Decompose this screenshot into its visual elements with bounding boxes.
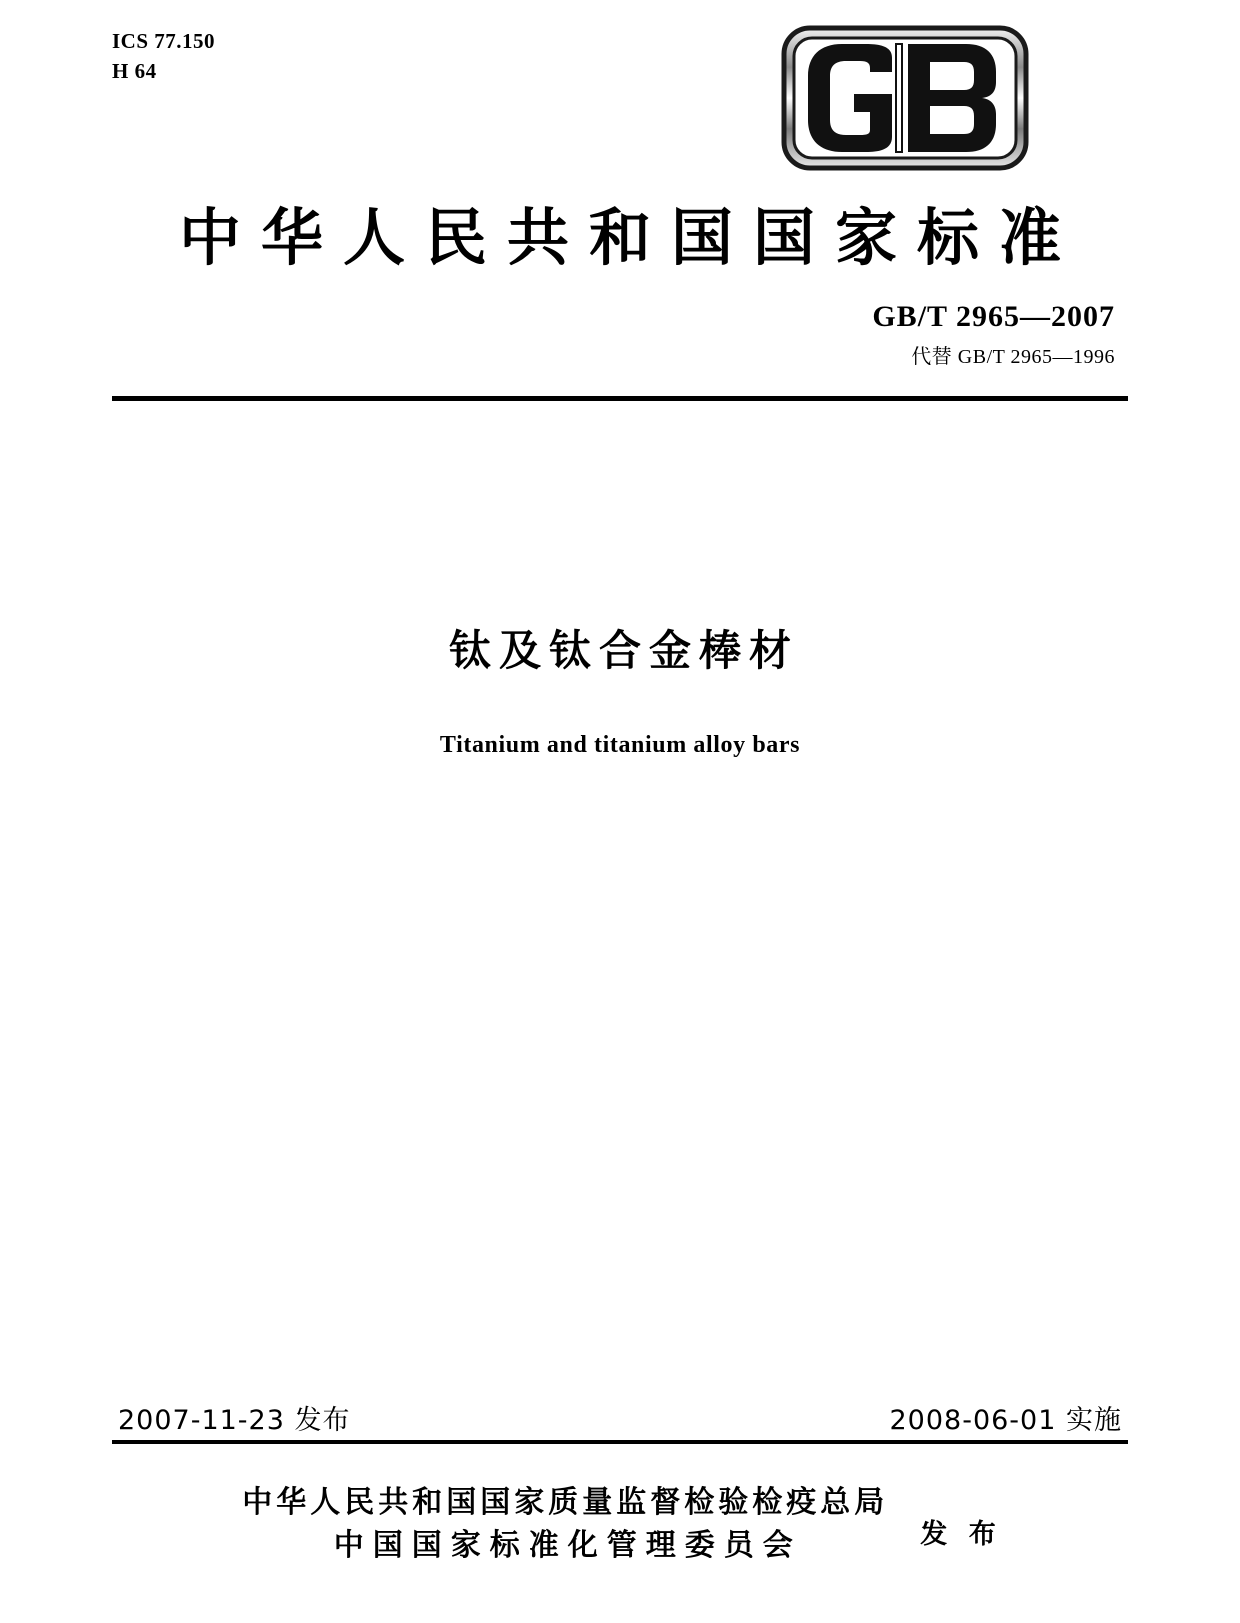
national-standard-title: 中华人民共和国国家标准	[178, 201, 1081, 274]
standard-replaces: 代替 GB/T 2965—1996	[911, 346, 1115, 368]
standard-number: GB/T 2965—2007	[872, 300, 1115, 333]
document-title-chinese: 钛及钛合金棒材	[448, 626, 799, 675]
ics-code: ICS 77.150	[112, 29, 216, 53]
gb-emblem-icon	[780, 24, 1030, 172]
publisher-line-1: 中华人民共和国国家质量监督检验检疫总局	[242, 1485, 889, 1520]
publish-verb: 发 布	[920, 1519, 1002, 1551]
footer-divider	[112, 1440, 1128, 1444]
document-title-english: Titanium and titanium alloy bars	[439, 732, 801, 758]
publisher-names	[238, 1482, 888, 1567]
standard-number-block	[872, 300, 1115, 369]
publisher-line-2: 中国国家标准化管理委员会	[333, 1527, 802, 1563]
classification-codes	[112, 26, 215, 87]
effective-date: 2008-06-01 实施	[889, 1405, 1122, 1436]
china-standard-classification-code: H 64	[112, 59, 157, 84]
header-divider	[112, 396, 1128, 401]
issue-date: 2007-11-23 发布	[118, 1405, 351, 1436]
publisher-block	[0, 1482, 1240, 1567]
